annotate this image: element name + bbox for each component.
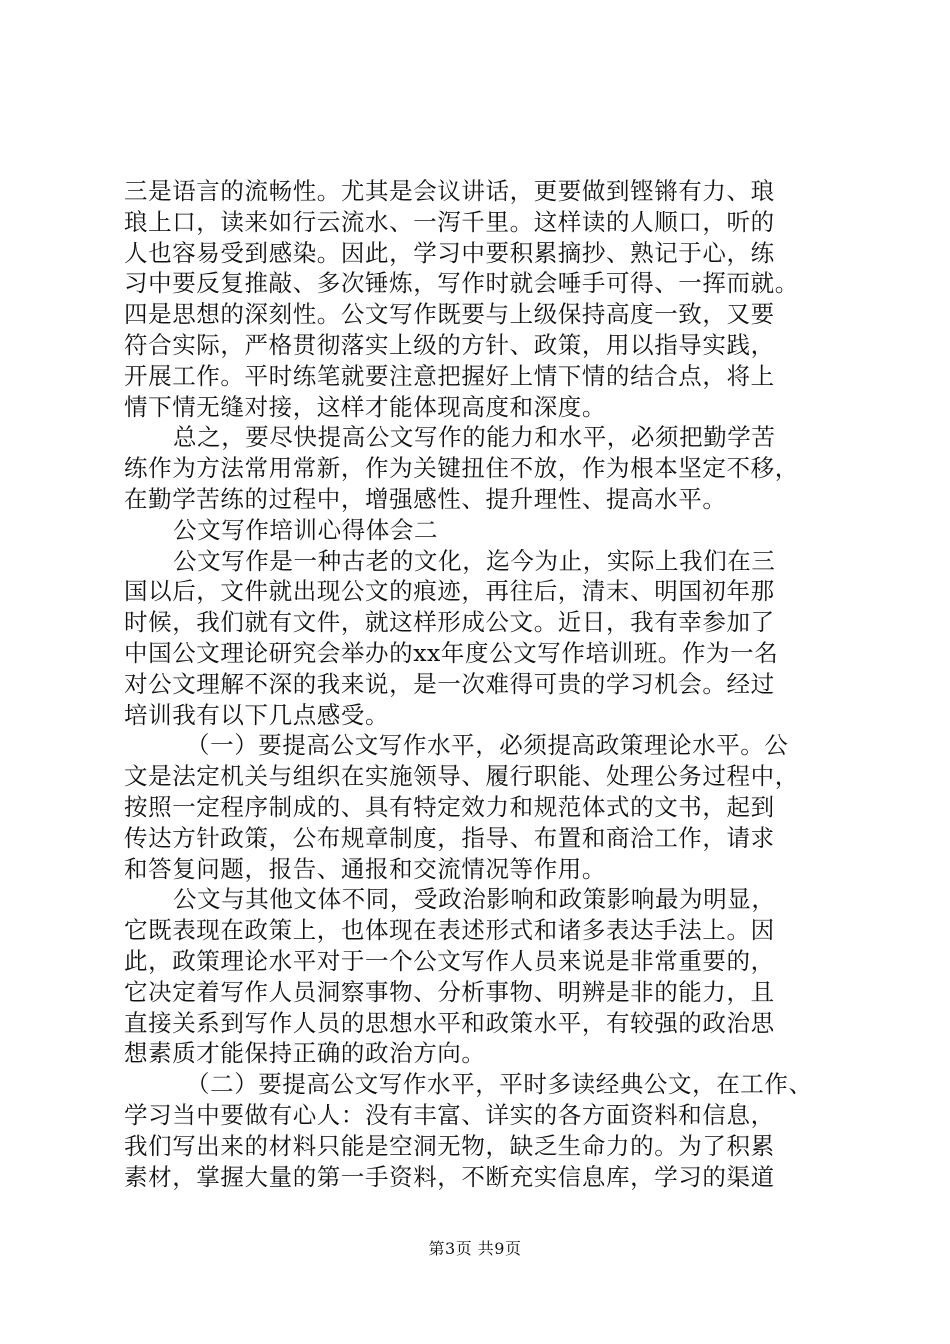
text-line: 三是语言的流畅性。尤其是会议讲话，更要做到铿锵有力、琅 [124, 177, 775, 205]
text-line: （二）要提高公文写作水平，平时多读经典公文，在工作、 [186, 1070, 813, 1099]
text-line: 四是思想的深刻性。公文写作既要与上级保持高度一致，又要 [124, 300, 775, 329]
text-line: （一）要提高公文写作水平，必须提高政策理论水平。公 [186, 731, 789, 760]
text-line: 素材，掌握大量的第一手资料，不断充实信息库，学习的渠道 [124, 1162, 775, 1191]
text-line: 我们写出来的材料只能是空洞无物，缺乏生命力的。为了积累 [124, 1131, 775, 1160]
text-line: 传达方针政策，公布规章制度，指导、布置和商洽工作，请求 [124, 823, 775, 852]
text-line: 情下情无缝对接，这样才能体现高度和深度。 [124, 392, 606, 421]
text-line: 培训我有以下几点感受。 [124, 700, 390, 729]
text-line: 习中要反复推敲、多次锤炼，写作时就会唾手可得、一挥而就。 [124, 269, 799, 298]
text-line: 总之，要尽快提高公文写作的能力和水平，必须把勤学苦 [173, 423, 776, 452]
text-line: 开展工作。平时练笔就要注意把握好上情下情的结合点，将上 [124, 361, 775, 390]
text-line: 它决定着写作人员洞察事物、分析事物、明辨是非的能力，且 [124, 977, 775, 1006]
text-line: 琅上口，读来如行云流水、一泻千里。这样读的人顺口，听的 [124, 207, 775, 236]
text-line: 按照一定程序制成的、具有特定效力和规范体式的文书，起到 [124, 792, 775, 821]
text-line: 练作为方法常用常新，作为关键扭住不放，作为根本坚定不移， [124, 454, 799, 483]
page-number-footer: 第3页 共9页 [428, 1239, 522, 1258]
text-line: 它既表现在政策上，也体现在表述形式和诸多表达手法上。因 [124, 916, 775, 945]
text-line: 中国公文理论研究会举办的xx年度公文写作培训班。作为一名 [124, 638, 779, 667]
text-line: 学习当中要做有心人：没有丰富、详实的各方面资料和信息， [124, 1100, 775, 1129]
text-line: 国以后，文件就出现公文的痕迹，再往后，清末、明国初年那 [124, 577, 775, 606]
text-line: 此，政策理论水平对于一个公文写作人员来说是非常重要的， [124, 946, 775, 975]
text-line: 公文写作是一种古老的文化，迄今为止，实际上我们在三 [173, 546, 776, 575]
text-line: 直接关系到写作人员的思想水平和政策水平，有较强的政治思 [124, 1008, 775, 1037]
text-line: 时候，我们就有文件，就这样形成公文。近日，我有幸参加了 [124, 608, 775, 637]
text-line: 对公文理解不深的我来说，是一次难得可贵的学习机会。经过 [124, 669, 775, 698]
text-line: 公文写作培训心得体会二 [173, 515, 439, 544]
text-line: 公文与其他文体不同，受政治影响和政策影响最为明显， [173, 885, 776, 914]
text-line: 符合实际，严格贯彻落实上级的方针、政策，用以指导实践， [124, 330, 775, 359]
document-body [124, 176, 854, 1192]
text-line: 和答复问题，报告、通报和交流情况等作用。 [124, 854, 606, 883]
text-line: 文是法定机关与组织在实施领导、履行职能、处理公务过程中， [124, 762, 799, 791]
text-line: 人也容易受到感染。因此，学习中要积累摘抄、熟记于心，练 [124, 238, 775, 267]
text-line: 在勤学苦练的过程中，增强感性、提升理性、提高水平。 [124, 484, 727, 513]
text-line: 想素质才能保持正确的政治方向。 [124, 1039, 486, 1068]
